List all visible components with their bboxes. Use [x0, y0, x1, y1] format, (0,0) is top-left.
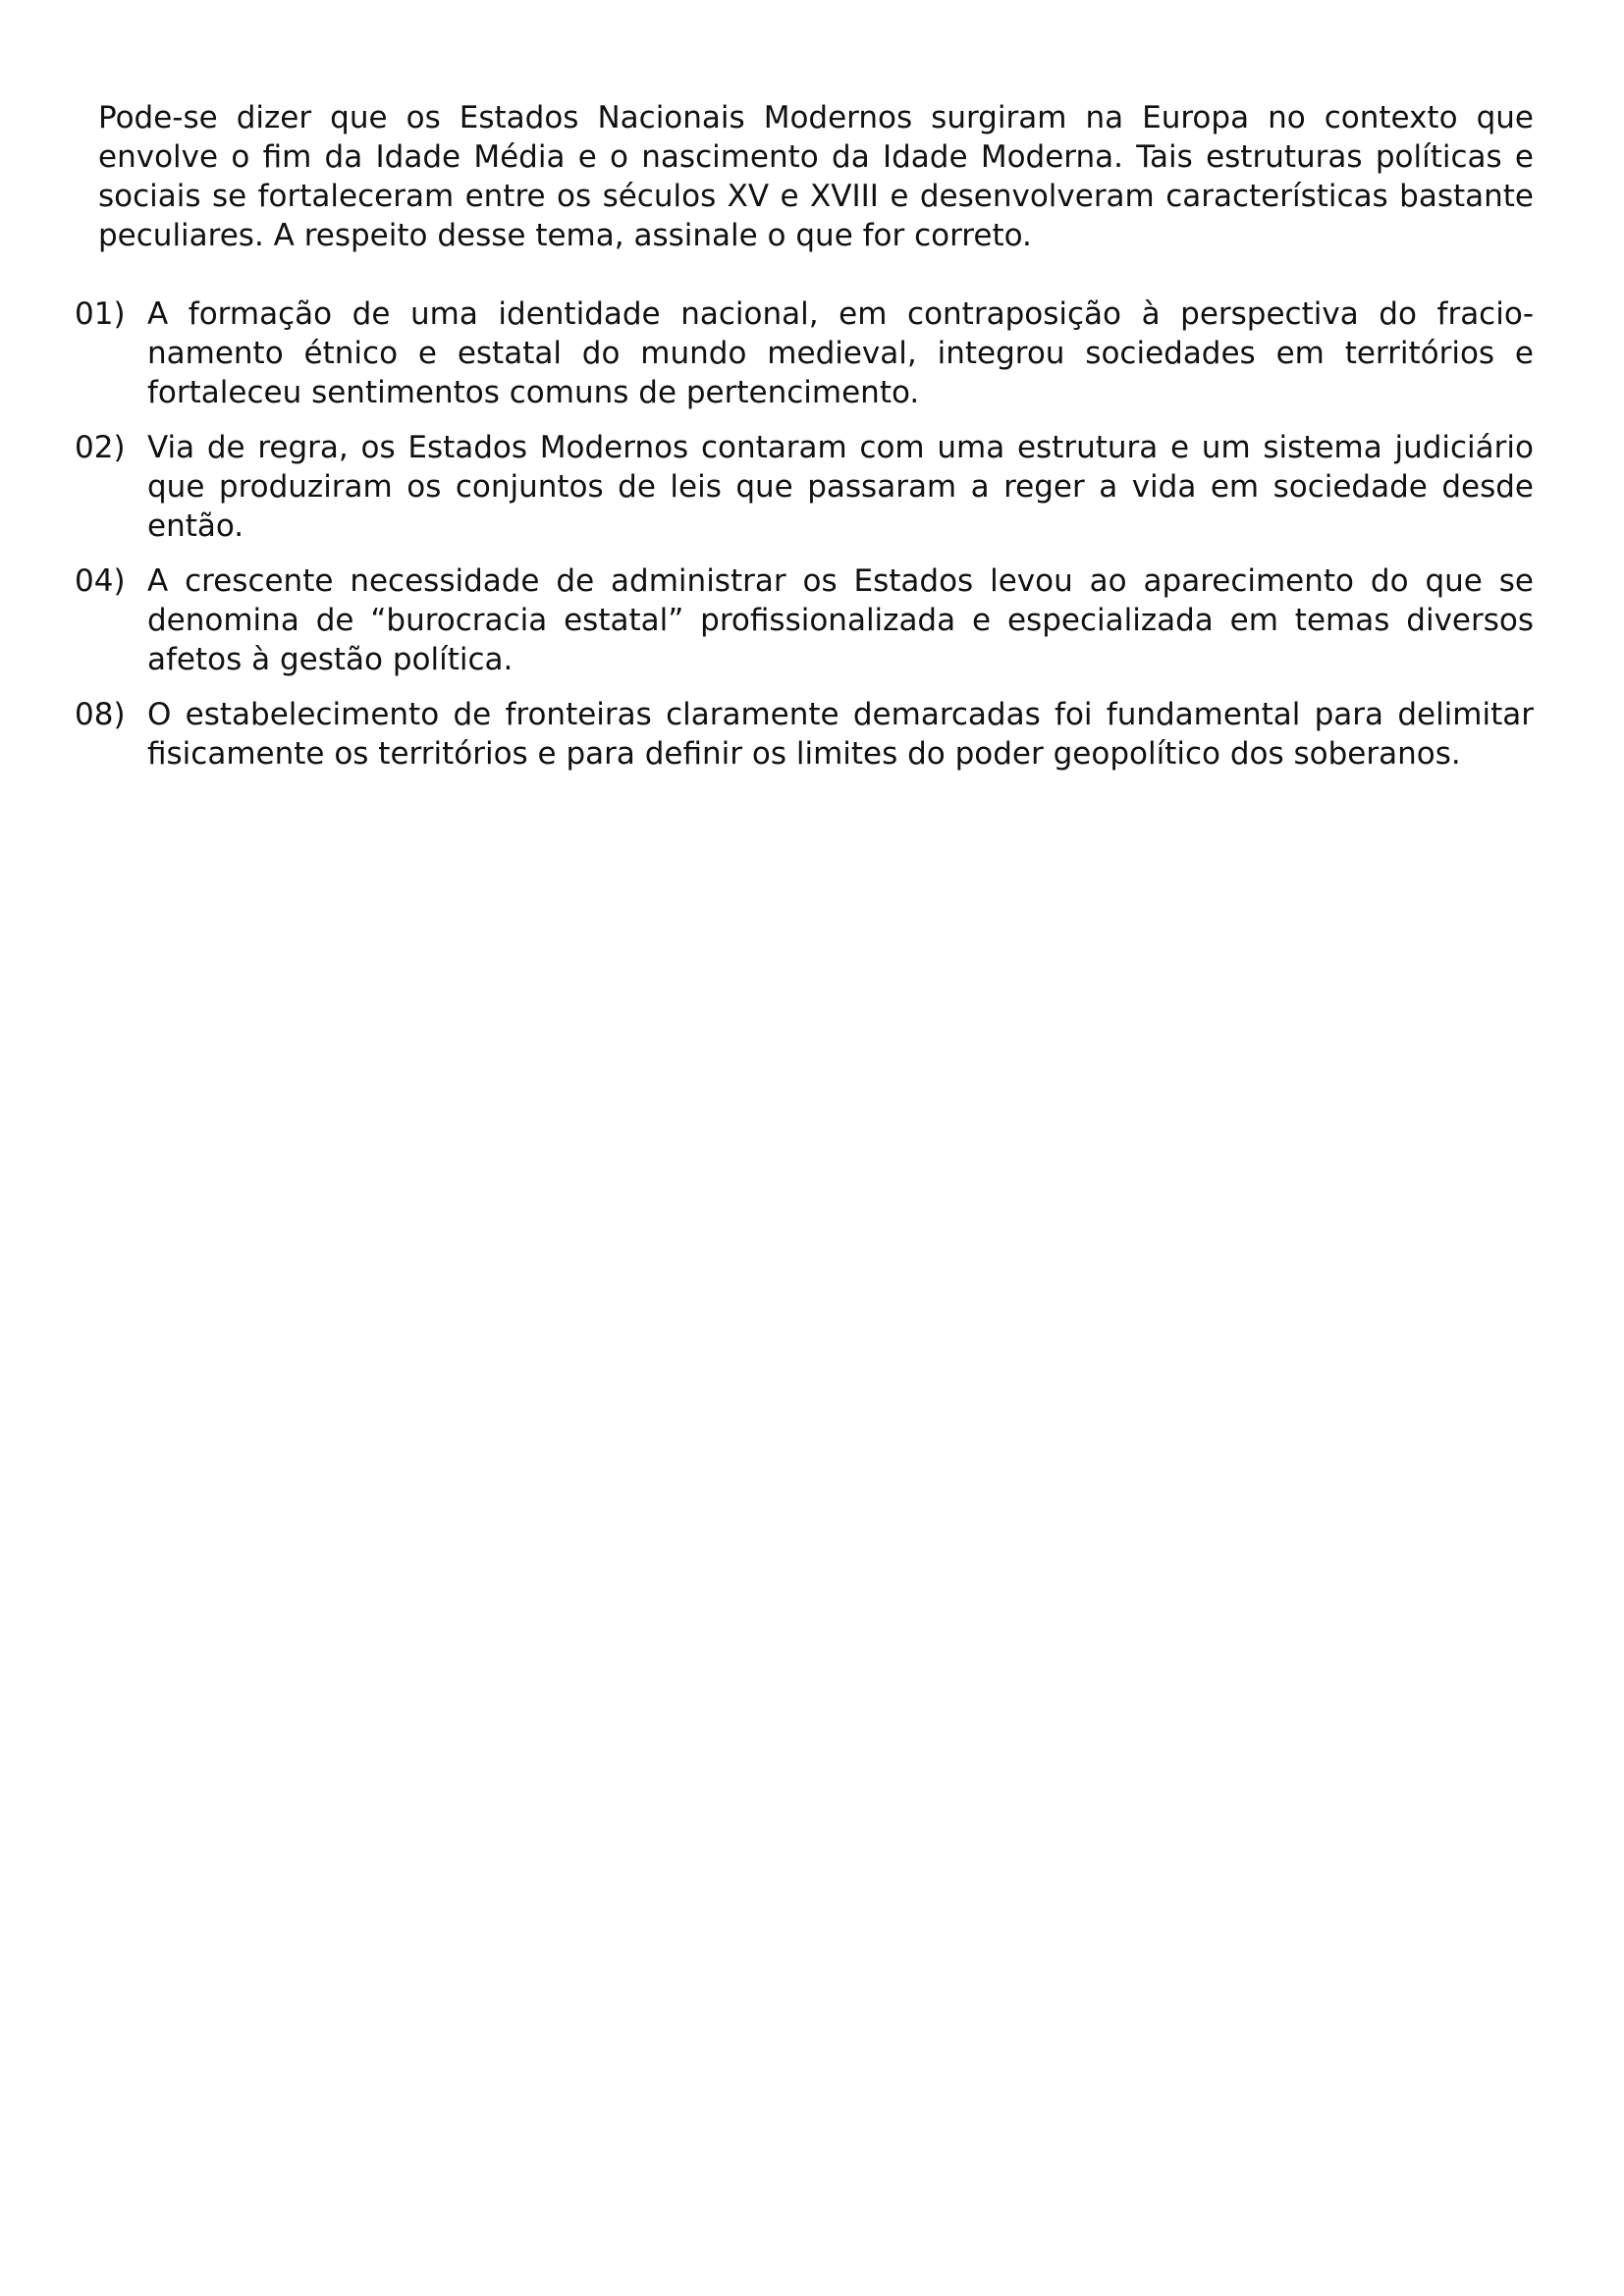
answer-option-04 — [75, 561, 1534, 679]
option-number: 02) — [75, 430, 126, 465]
answer-option-02 — [75, 428, 1534, 546]
option-text: A formação de uma identidade nacional, em contraposição à perspectiva do fracionamento étnico e estatal do mundo medieval, integrou sociedades em territórios e fortaleceu sentimentos comuns de pertencimento. — [147, 296, 1534, 410]
answer-options-list — [75, 294, 1534, 789]
option-number: 04) — [75, 563, 126, 599]
option-number: 08) — [75, 697, 126, 732]
option-text: Via de regra, os Estados Modernos contaram com uma estrutura e um sistema judiciário que produziram os conjuntos de leis que passaram a reger a vida em sociedade desde então. — [147, 430, 1534, 544]
option-text: A crescente necessidade de administrar os Estados levou ao aparecimento do que se denomina de “burocracia estatal” profissionalizada e especializada em temas diversos afetos à gestão política. — [147, 563, 1534, 677]
answer-option-01 — [75, 294, 1534, 412]
option-number: 01) — [75, 296, 126, 332]
answer-option-08 — [75, 695, 1534, 774]
option-text: O estabelecimento de fronteiras claramente demarcadas foi fundamental para delimitar fisicamente os territórios e para definir os limites do poder geopolítico dos soberanos. — [147, 697, 1534, 772]
question-statement: Pode-se dizer que os Estados Nacionais Modernos surgiram na Europa no contexto que envolve o fim da Idade Média e o nascimento da Idade Moderna. Tais estruturas políticas e sociais se fortaleceram entre os séculos XV e XVIII e desenvolveram características bastante peculiares. A respeito desse tema, assinale o que for correto. — [98, 100, 1534, 253]
